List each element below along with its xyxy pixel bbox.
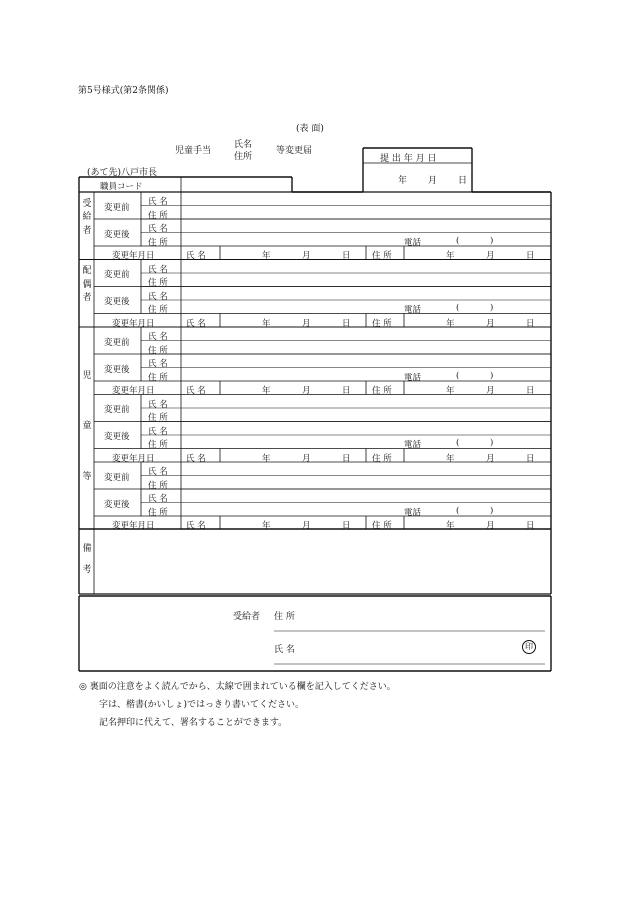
date-name-label: 氏 名: [186, 453, 206, 464]
name-label: 氏 名: [148, 359, 168, 369]
form-number: 第5号様式(第2条関係): [78, 86, 169, 96]
spouse-section-label: 者: [82, 293, 92, 303]
date-year: 年: [446, 521, 455, 531]
date-year: 年: [262, 251, 271, 261]
phone-paren-close: ): [490, 303, 494, 313]
address-label: 住 所: [148, 440, 168, 450]
signature-address-label: 住 所: [274, 612, 295, 622]
phone-label: 電話: [404, 507, 422, 518]
change-after-label: 変更後: [104, 499, 130, 510]
side-label: (表 面): [296, 124, 324, 134]
name-label: 氏 名: [148, 264, 168, 275]
address-label: 住 所: [148, 345, 168, 356]
title-part-b-top: 氏名: [234, 140, 253, 150]
date-day: 日: [526, 521, 535, 531]
submit-month: 月: [428, 176, 438, 186]
date-address-label: 住 所: [372, 386, 392, 396]
name-label: 氏 名: [148, 399, 168, 410]
address-label: 住 所: [148, 278, 168, 288]
phone-label: 電話: [404, 305, 422, 315]
date-day: 日: [526, 453, 535, 464]
phone-paren-close: ): [490, 505, 494, 516]
change-after-label: 変更後: [104, 229, 130, 240]
name-label: 氏 名: [148, 332, 168, 342]
date-day: 日: [342, 453, 351, 464]
child-section-label: 童: [82, 421, 92, 431]
change-date-label: 変更年月日: [112, 386, 155, 396]
date-month: 月: [486, 386, 495, 396]
addressee: (あて先)八戸市長: [87, 168, 158, 178]
name-label: 氏 名: [148, 291, 168, 302]
address-label: 住 所: [148, 305, 168, 315]
name-label: 氏 名: [148, 494, 168, 504]
date-month: 月: [302, 453, 311, 464]
signature-name-label: 氏 名: [274, 645, 295, 655]
date-year: 年: [446, 386, 455, 396]
date-name-label: 氏 名: [186, 386, 206, 396]
change-date-label: 変更年月日: [112, 251, 155, 261]
name-label: 氏 名: [148, 197, 168, 207]
date-day: 日: [526, 251, 535, 261]
recipient-section-label: 者: [82, 225, 92, 236]
spouse-section-label: 配: [82, 266, 92, 276]
address-label: 住 所: [148, 372, 168, 383]
change-after-label: 変更後: [104, 297, 130, 307]
title-part-a: 児童手当: [175, 146, 212, 156]
date-month: 月: [486, 453, 495, 464]
date-day: 日: [342, 386, 351, 396]
staff-code-label: 職員コード: [100, 182, 143, 192]
phone-label: 電話: [404, 237, 422, 248]
submit-label: 提 出 年 月 日: [380, 154, 437, 164]
recipient-section-label: 受: [82, 198, 92, 209]
signature-recipient-label: 受給者: [233, 612, 261, 622]
phone-paren-close: ): [490, 438, 494, 448]
date-day: 日: [526, 318, 535, 329]
change-after-label: 変更後: [104, 432, 130, 442]
note-3: 記名押印に代えて、署名することができます。: [99, 718, 288, 728]
change-after-label: 変更後: [104, 364, 130, 375]
address-label: 住 所: [148, 480, 168, 491]
date-address-label: 住 所: [372, 453, 392, 464]
date-year: 年: [262, 386, 271, 396]
title-part-c: 等変更届: [276, 146, 313, 156]
date-month: 月: [486, 521, 495, 531]
phone-label: 電話: [404, 372, 422, 383]
change-before-label: 変更前: [104, 405, 130, 415]
date-address-label: 住 所: [372, 318, 392, 329]
date-address-label: 住 所: [372, 251, 392, 261]
date-month: 月: [302, 251, 311, 261]
date-month: 月: [302, 521, 311, 531]
address-label: 住 所: [148, 210, 168, 221]
date-month: 月: [302, 318, 311, 329]
date-year: 年: [262, 453, 271, 464]
phone-paren-open: (: [456, 303, 460, 313]
phone-label: 電話: [404, 440, 422, 450]
date-day: 日: [342, 251, 351, 261]
change-date-label: 変更年月日: [112, 318, 155, 329]
change-before-label: 変更前: [104, 270, 130, 280]
name-label: 氏 名: [148, 467, 168, 477]
remarks-section-label: 考: [82, 565, 92, 576]
note-2: 字は、楷書(かいしょ)ではっきり書いてください。: [99, 700, 305, 710]
date-month: 月: [486, 318, 495, 329]
date-name-label: 氏 名: [186, 521, 206, 531]
date-year: 年: [446, 318, 455, 329]
child-section-label: 等: [82, 471, 92, 482]
seal-mark: 印: [522, 640, 536, 654]
change-date-label: 変更年月日: [112, 453, 155, 464]
phone-paren-open: (: [456, 505, 460, 516]
change-before-label: 変更前: [104, 337, 130, 348]
phone-paren-open: (: [456, 235, 460, 246]
remarks-section-label: 備: [82, 543, 92, 554]
child-section-label: 児: [82, 370, 92, 381]
date-year: 年: [446, 251, 455, 261]
title-part-b-bottom: 住所: [234, 152, 253, 162]
note-1: ◎ 裏面の注意をよく読んでから、太線で囲まれている欄を記入してください。: [79, 682, 396, 692]
phone-paren-open: (: [456, 370, 460, 381]
address-label: 住 所: [148, 507, 168, 518]
submit-day: 日: [458, 176, 468, 186]
spouse-section-label: 偶: [82, 279, 92, 290]
date-year: 年: [262, 318, 271, 329]
date-month: 月: [302, 386, 311, 396]
phone-paren-close: ): [490, 235, 494, 246]
change-before-label: 変更前: [104, 472, 130, 483]
date-month: 月: [486, 251, 495, 261]
address-label: 住 所: [148, 237, 168, 248]
date-year: 年: [446, 453, 455, 464]
recipient-section-label: 給: [82, 212, 92, 222]
date-address-label: 住 所: [372, 521, 392, 531]
date-day: 日: [526, 386, 535, 396]
date-name-label: 氏 名: [186, 318, 206, 329]
name-label: 氏 名: [148, 224, 168, 234]
date-name-label: 氏 名: [186, 251, 206, 261]
date-day: 日: [342, 521, 351, 531]
phone-paren-open: (: [456, 438, 460, 448]
name-label: 氏 名: [148, 426, 168, 437]
change-before-label: 変更前: [104, 202, 130, 213]
address-label: 住 所: [148, 413, 168, 423]
date-year: 年: [262, 521, 271, 531]
date-day: 日: [342, 318, 351, 329]
change-date-label: 変更年月日: [112, 521, 155, 531]
submit-year: 年: [398, 176, 408, 186]
phone-paren-close: ): [490, 370, 494, 381]
